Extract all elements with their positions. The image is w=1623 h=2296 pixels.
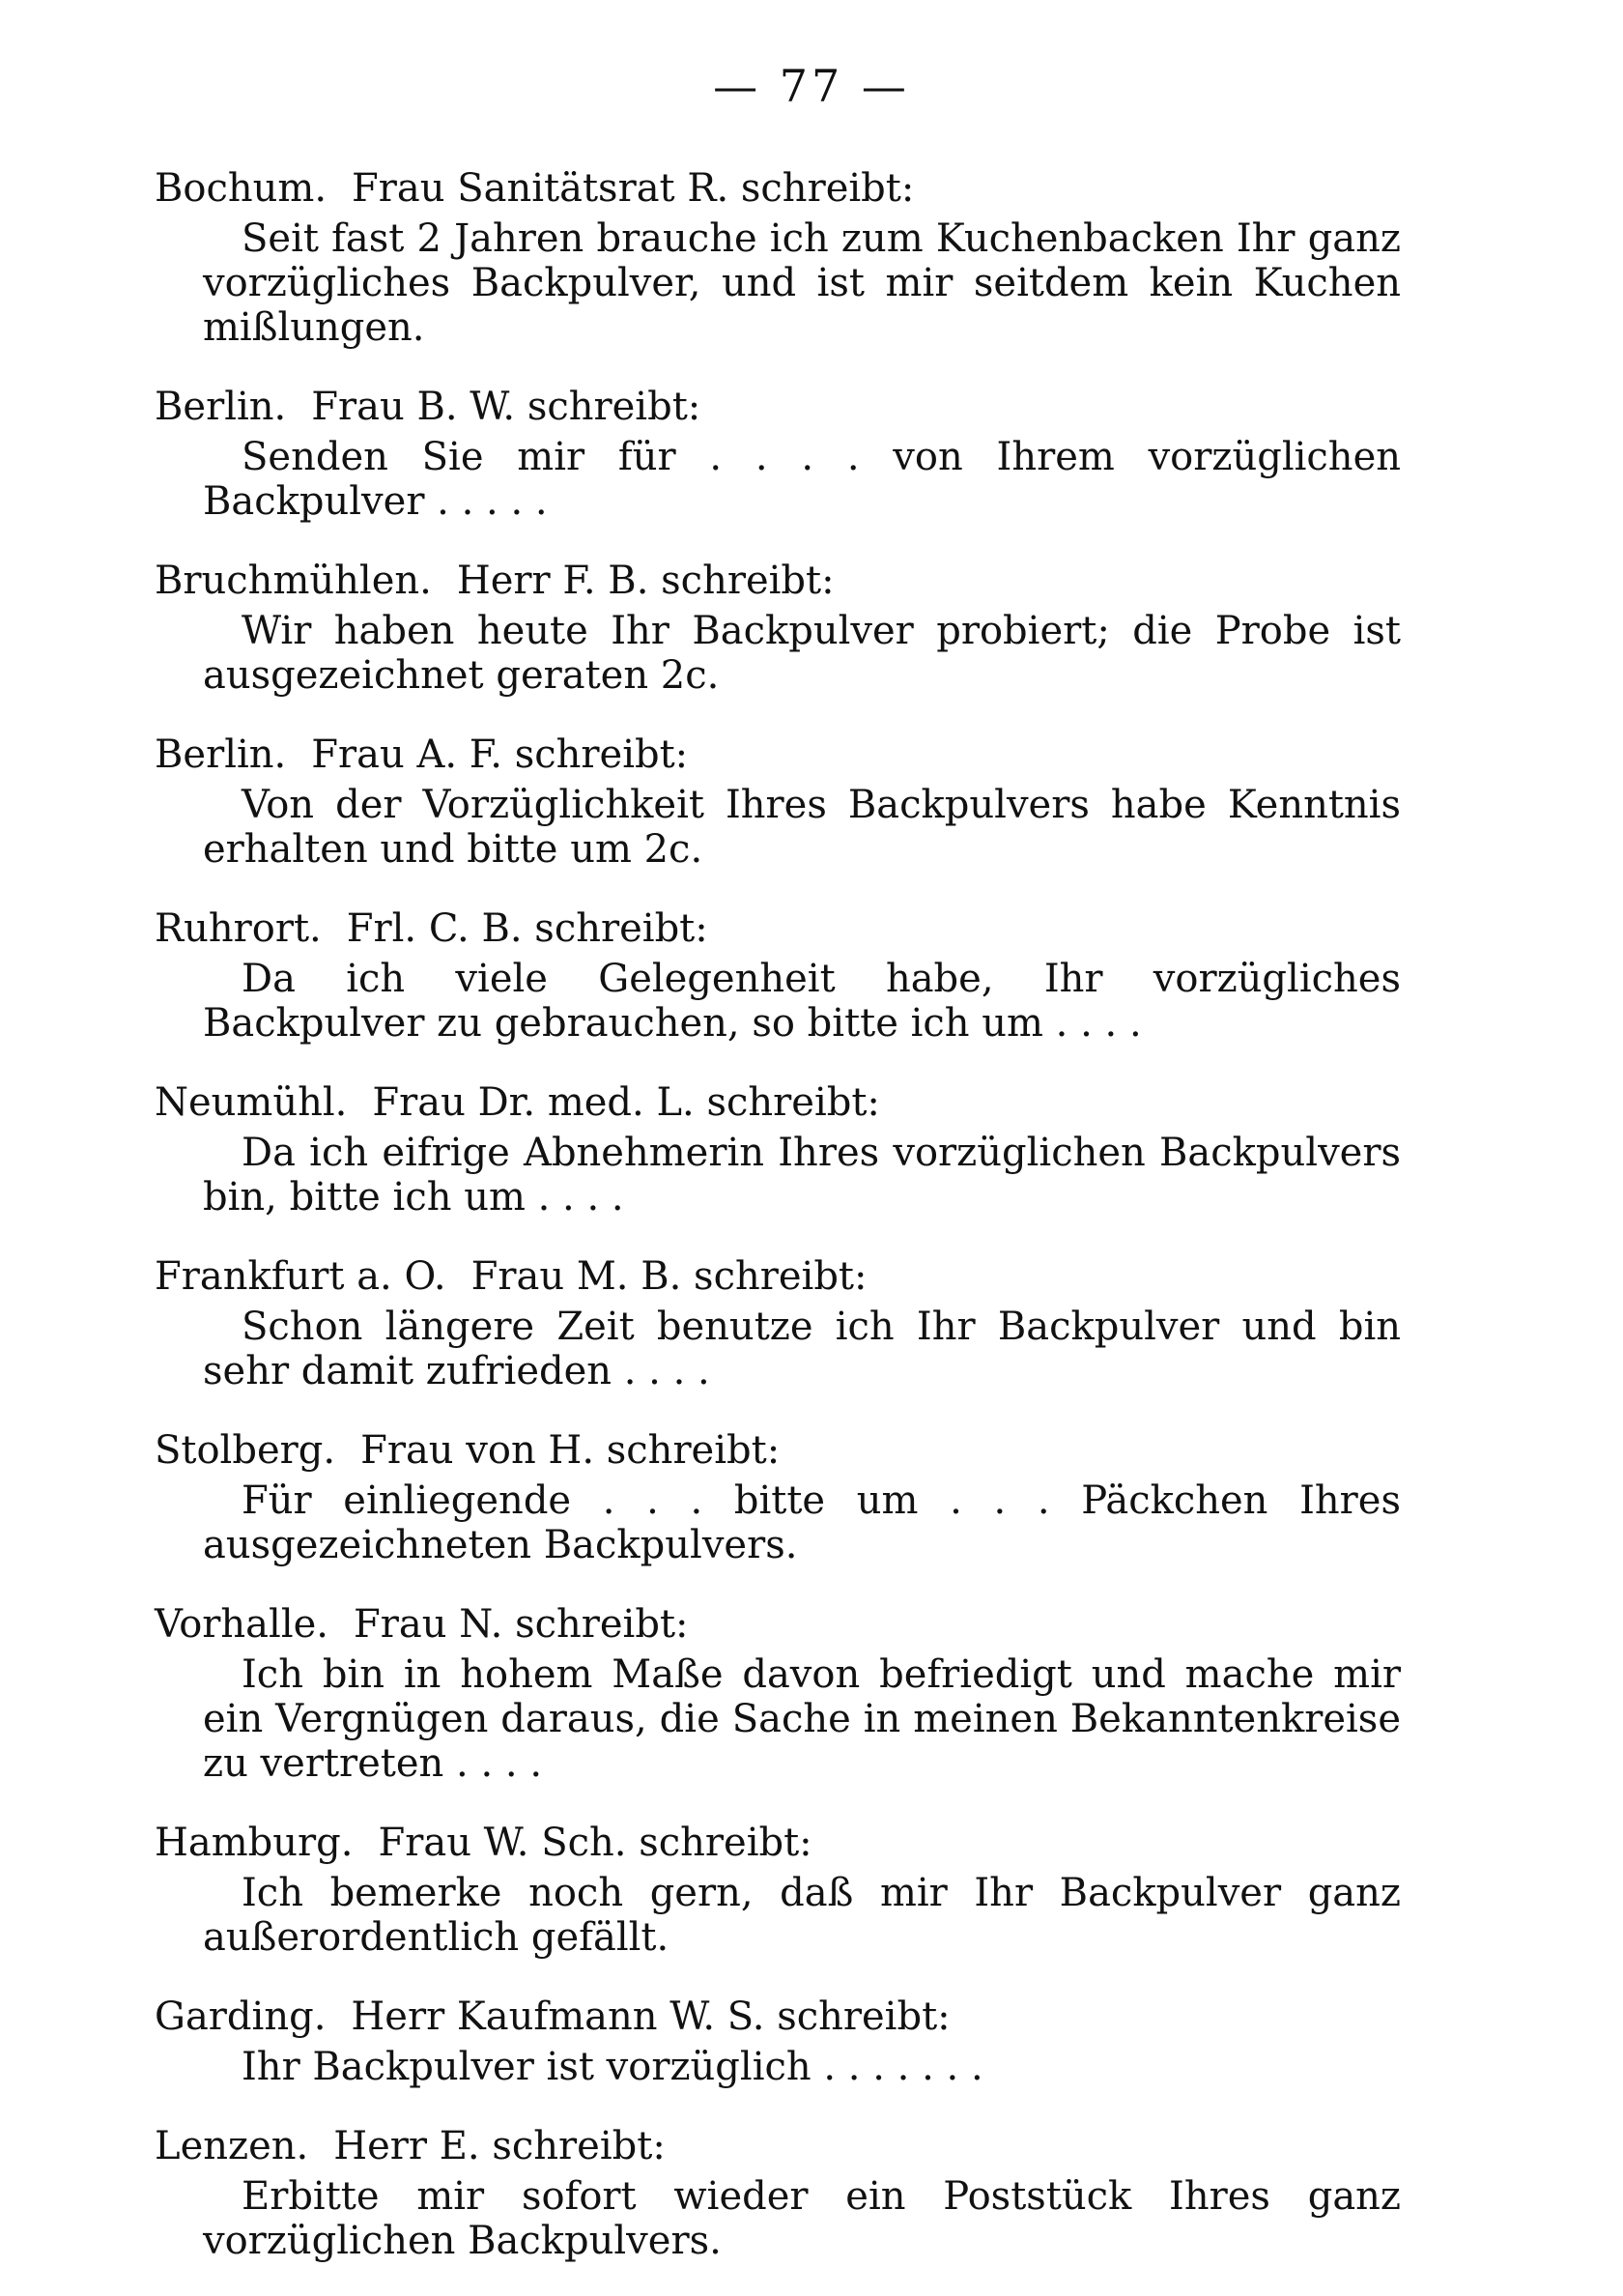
entry-place: Bruchmühlen. [155, 559, 432, 603]
testimonial-entry [155, 731, 1401, 872]
testimonial-entry [155, 1600, 1401, 1786]
entry-place: Bochum. [155, 166, 327, 211]
entry-writer: Frau von H. schreibt: [360, 1428, 781, 1473]
testimonial-entry [155, 2122, 1401, 2263]
testimonial-entry [155, 1078, 1401, 1220]
testimonial-entry [155, 1819, 1401, 1960]
page-number: — 77 — [713, 60, 910, 112]
entry-heading [155, 1600, 1401, 1649]
entry-heading [155, 383, 1401, 431]
entry-text: Erbitte mir sofort wieder ein Poststück Ihres ganz vorzüglichen Backpulvers. [203, 2174, 1401, 2263]
entry-writer: Frl. C. B. schreibt: [346, 906, 708, 951]
entry-text: Da ich viele Gelegenheit habe, Ihr vorzügliches Backpulver zu gebrauchen, so bitte ich um . . . . [203, 957, 1401, 1046]
entry-text: Ihr Backpulver ist vorzüglich . . . . . . . [242, 2045, 983, 2089]
testimonial-entry [155, 1993, 1401, 2089]
entry-writer: Frau Dr. med. L. schreibt: [372, 1080, 880, 1125]
entry-text: Für einliegende . . . bitte um . . . Päckchen Ihres ausgezeichneten Backpulvers. [203, 1478, 1401, 1567]
entry-text: Schon längere Zeit benutze ich Ihr Backpulver und bin sehr damit zufrieden . . . . [203, 1305, 1401, 1393]
entry-text: Ich bemerke noch gern, daß mir Ihr Backpulver ganz außerordentlich gefällt. [203, 1871, 1401, 1960]
testimonial-entry [155, 904, 1401, 1046]
entry-heading [155, 1252, 1401, 1301]
entry-writer: Frau A. F. schreibt: [311, 732, 689, 777]
entry-text: Seit fast 2 Jahren brauche ich zum Kuchenbacken Ihr ganz vorzügliches Backpulver, und ist mir seitdem kein Kuchen mißlungen. [203, 216, 1401, 350]
entry-writer: Herr E. schreibt: [333, 2124, 666, 2168]
entry-place: Hamburg. [155, 1821, 354, 1865]
testimonial-entry [155, 383, 1401, 524]
entry-place: Stolberg. [155, 1428, 336, 1473]
entry-place: Berlin. [155, 385, 287, 429]
entry-writer: Frau B. W. schreibt: [311, 385, 701, 429]
entry-writer: Herr Kaufmann W. S. schreibt: [351, 1995, 951, 2039]
entry-heading [155, 164, 1401, 213]
entry-heading [155, 904, 1401, 953]
entry-heading [155, 2122, 1401, 2170]
entry-place: Berlin. [155, 732, 287, 777]
entry-writer: Frau W. Sch. schreibt: [378, 1821, 812, 1865]
entry-place: Ruhrort. [155, 906, 322, 951]
entry-heading [155, 731, 1401, 779]
entry-heading [155, 1426, 1401, 1475]
entry-writer: Frau N. schreibt: [354, 1602, 689, 1647]
entry-place: Garding. [155, 1995, 327, 2039]
entry-heading [155, 557, 1401, 605]
entry-writer: Frau M. B. schreibt: [470, 1254, 868, 1299]
testimonial-list [155, 164, 1401, 2296]
entry-place: Neumühl. [155, 1080, 348, 1125]
entry-text: Senden Sie mir für . . . . von Ihrem vorzüglichen Backpulver . . . . . [203, 435, 1401, 524]
testimonial-entry [155, 1252, 1401, 1393]
testimonial-entry [155, 164, 1401, 350]
entry-text: Ich bin in hohem Maße davon befriedigt und mache mir ein Vergnügen daraus, die Sache in meinen Bekanntenkreise zu vertreten . . . . [203, 1652, 1401, 1786]
entry-text: Wir haben heute Ihr Backpulver probiert; die Probe ist ausgezeichnet geraten 2c. [203, 609, 1401, 698]
entry-heading [155, 1078, 1401, 1127]
testimonial-entry [155, 1426, 1401, 1567]
entry-text: Von der Vorzüglichkeit Ihres Backpulvers habe Kenntnis erhalten und bitte um 2c. [203, 783, 1401, 872]
entry-heading [155, 1819, 1401, 1867]
entry-place: Lenzen. [155, 2124, 309, 2168]
entry-heading [155, 1993, 1401, 2041]
entry-writer: Frau Sanitätsrat R. schreibt: [352, 166, 915, 211]
entry-writer: Herr F. B. schreibt: [456, 559, 835, 603]
entry-place: Frankfurt a. O. [155, 1254, 446, 1299]
testimonial-entry [155, 557, 1401, 698]
entry-place: Vorhalle. [155, 1602, 328, 1647]
entry-text: Da ich eifrige Abnehmerin Ihres vorzüglichen Backpulvers bin, bitte ich um . . . . [203, 1131, 1401, 1220]
